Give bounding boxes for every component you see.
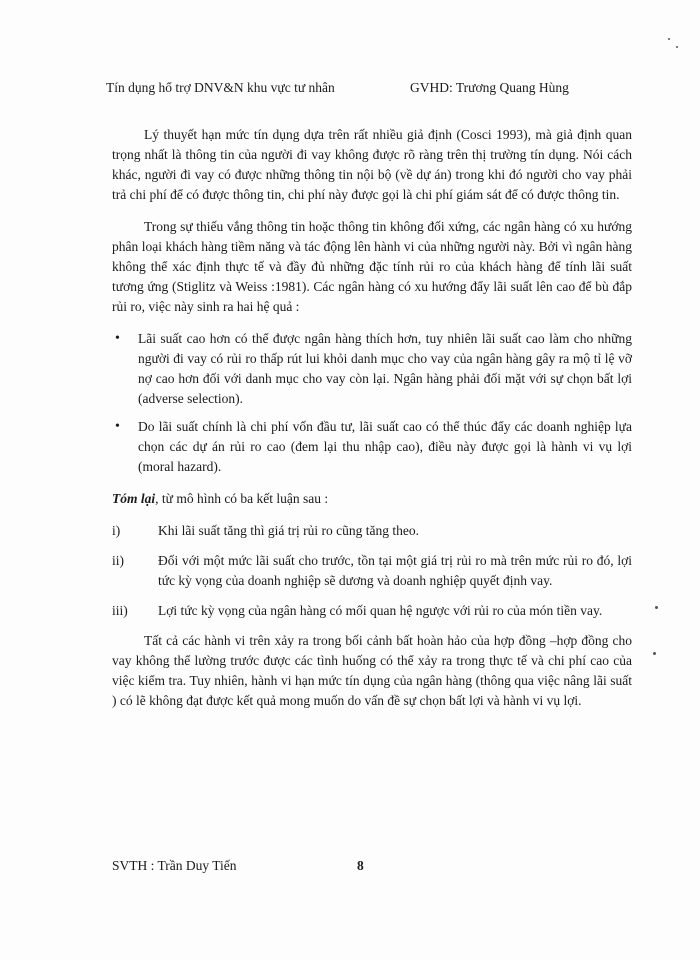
paragraph-2: Trong sự thiếu vắng thông tin hoặc thông tin không đối xứng, các ngân hàng có xu hướng phân loại khách hàng tiềm năng và tác động lên hành vi của những người này. Bởi vì ngân hàng không thể xác định thực tế và đầy đủ những đặc tính rủi ro của khách hàng để tính lãi suất tương ứng (Stiglitz và Weiss :1981). Các ngân hàng có xu hướng đẩy lãi suất lên cao để bù đắp rủi ro, việc này sinh ra hai hệ quả : bbox=[112, 219, 632, 314]
conclusion-label: Tóm lại bbox=[112, 491, 156, 506]
conclusion-text: , từ mô hình có ba kết luận sau : bbox=[155, 491, 329, 506]
consequence-list bbox=[112, 329, 632, 477]
list-item bbox=[112, 551, 632, 591]
bullet-icon: • bbox=[115, 419, 120, 434]
scan-speck bbox=[668, 38, 670, 40]
scan-speck bbox=[653, 652, 656, 655]
item-text: Khi lãi suất tăng thì giá trị rủi ro cũng tăng theo. bbox=[158, 523, 419, 538]
list-item-text: Lãi suất cao hơn có thể được ngân hàng thích hơn, tuy nhiên lãi suất cao làm cho những người đi vay có rủi ro thấp rút lui khỏi danh mục cho vay của ngân hàng gây ra mộ tỉ lệ vỡ nợ cao hơn đối với danh mục cho vay còn lại. Ngân hàng phải đối mặt với sự chọn bất lợi (adverse selection). bbox=[138, 331, 632, 406]
header-instructor: GVHD: Trương Quang Hùng bbox=[410, 80, 569, 95]
item-number: iii) bbox=[112, 603, 128, 618]
item-text: Đối với một mức lãi suất cho trước, tồn tại một giá trị rủi ro mà trên mức rủi ro đó, lợi tức kỳ vọng của doanh nghiệp sẽ dương và doanh nghiệp quyết định vay. bbox=[158, 553, 632, 588]
scan-speck bbox=[655, 606, 658, 609]
paragraph-3: Tất cả các hành vi trên xảy ra trong bối cảnh bất hoàn hảo của hợp đồng –hợp đồng cho vay không thể lường trước được các tình huống có thể xảy ra trong thực tế và chi phí cao của việc kiểm tra. Tuy nhiên, hành vi hạn mức tín dụng của ngân hàng (thông qua việc nâng lãi suất ) có lẽ không đạt được kết quả mong muốn do vấn đề sự chọn bất lợi và hành vi vụ lợi. bbox=[112, 633, 632, 708]
list-item bbox=[112, 601, 632, 621]
item-text: Lợi tức kỳ vọng của ngân hàng có mối quan hệ ngược với rủi ro của món tiền vay. bbox=[158, 603, 603, 618]
list-item-text: Do lãi suất chính là chi phí vốn đầu tư, lãi suất cao có thể thúc đẩy các doanh nghiệp lựa chọn các dự án rủi ro cao (đem lại thu nhập cao), điều này được gọi là hành vi vụ lợi (moral hazard). bbox=[138, 419, 632, 474]
page-body bbox=[112, 125, 632, 723]
conclusion-intro bbox=[112, 489, 632, 509]
item-number: i) bbox=[112, 523, 121, 538]
page-header bbox=[106, 80, 626, 100]
list-item bbox=[112, 521, 632, 541]
item-number: ii) bbox=[112, 553, 124, 568]
bullet-icon: • bbox=[115, 331, 120, 346]
page-number: 8 bbox=[357, 858, 364, 873]
scan-speck bbox=[676, 46, 678, 48]
list-item bbox=[112, 329, 632, 409]
header-course-title: Tín dụng hổ trợ DNV&N khu vực tư nhân bbox=[106, 80, 335, 95]
list-item bbox=[112, 417, 632, 477]
paragraph-1: Lý thuyết hạn mức tín dụng dựa trên rất nhiều giả định (Cosci 1993), mà giả định quan trọng nhất là thông tin của người đi vay không được rõ ràng trên thị trường tín dụng. Nói cách khác, người đi vay có được những thông tin nội bộ (về dự án) trong khi đó người cho vay phải trả chi phí để có được thông tin, chi phí này được gọi là chi phí giám sát để có được thông tin. bbox=[112, 127, 632, 202]
footer-author: SVTH : Trần Duy Tiến bbox=[112, 858, 237, 873]
conclusion-list bbox=[112, 521, 632, 621]
